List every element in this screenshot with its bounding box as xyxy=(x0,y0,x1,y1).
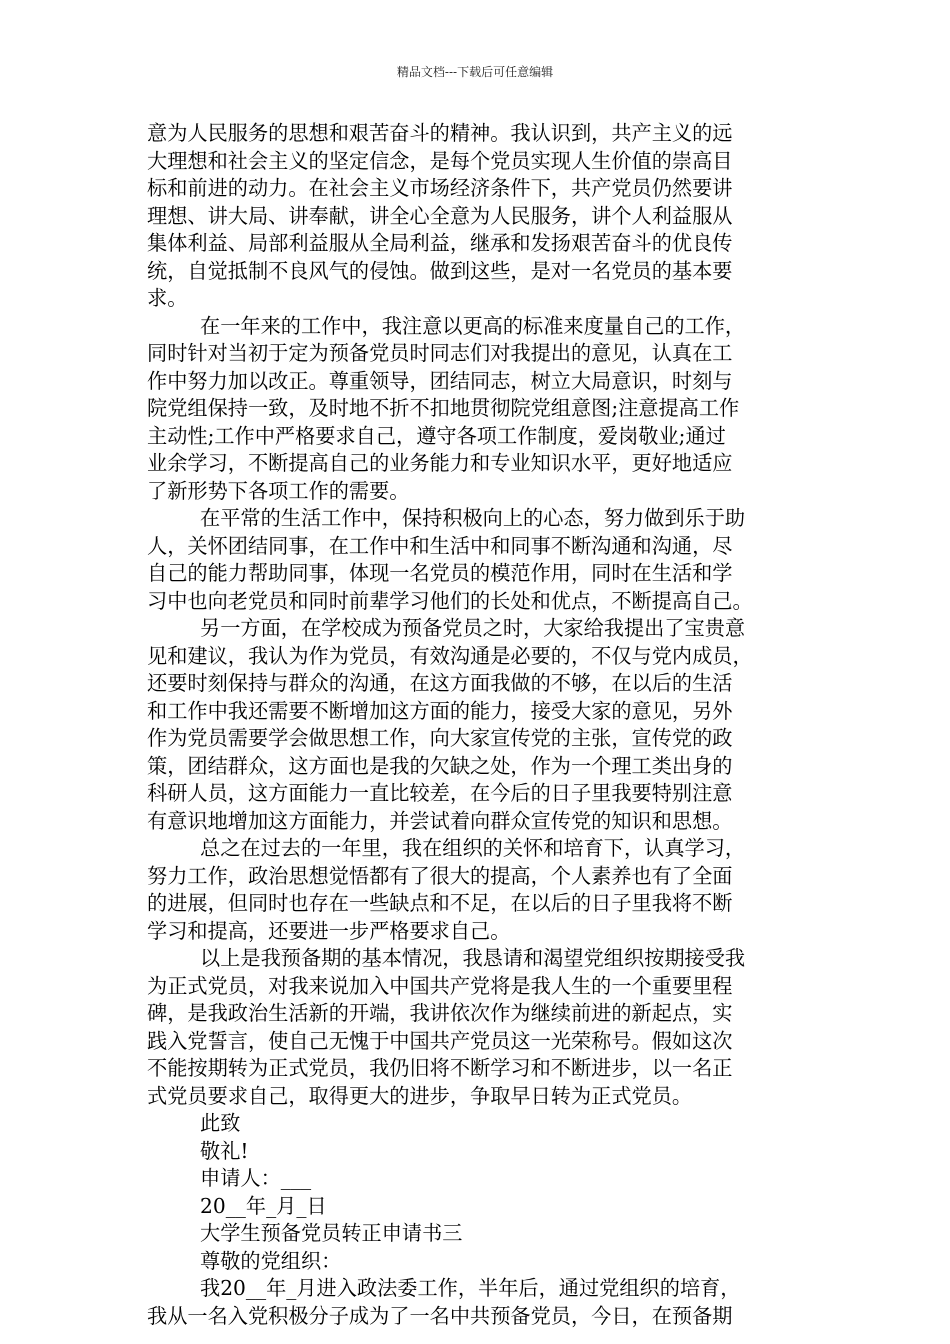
text-line: 20__年_月_日 xyxy=(200,1193,327,1218)
text-line: 此致 xyxy=(200,1111,241,1135)
text-line: 另一方面，在学校成为预备党员之时，大家给我提出了宝贵意 xyxy=(200,616,746,640)
text-line: 践入党誓言，使自己无愧于中国共产党员这一光荣称号。假如这次 xyxy=(147,1028,733,1053)
text-line: 主动性;工作中严格要求自己，遵守各项工作制度，爱岗敬业;通过 xyxy=(147,423,726,448)
page-header: 精品文档---下载后可任意编辑 xyxy=(396,65,554,79)
text-line: 作中努力加以改正。尊重领导，团结同志，树立大局意识，时刻与 xyxy=(147,368,733,393)
text-line: 见和建议，我认为作为党员，有效沟通是必要的，不仅与党内成员， xyxy=(147,643,753,668)
text-line: 我从一名入党积极分子成为了一名中共预备党员，今日，在预备期 xyxy=(147,1303,733,1328)
text-line: 标和前进的动力。在社会主义市场经济条件下，共产党员仍然要讲 xyxy=(147,176,733,200)
text-line: 自己的能力帮助同事，体现一名党员的模范作用，同时在生活和学 xyxy=(147,561,733,585)
text-line: 和工作中我还需要不断增加这方面的能力，接受大家的意见，另外 xyxy=(147,698,733,723)
text-line: 意为人民服务的思想和艰苦奋斗的精神。我认识到，共产主义的远 xyxy=(147,121,733,145)
text-line: 的进展，但同时也存在一些缺点和不足，在以后的日子里我将不断 xyxy=(147,891,733,915)
text-line: 院党组保持一致，及时地不折不扣地贯彻院党组意图;注意提高工作 xyxy=(147,396,740,420)
text-line: 敬礼! xyxy=(200,1138,249,1163)
text-line: 不能按期转为正式党员，我仍旧将不断学习和不断进步，以一名正 xyxy=(147,1056,733,1080)
text-line: 以上是我预备期的基本情况，我恳请和渴望党组织按期接受我 xyxy=(200,946,746,970)
text-line: 科研人员，这方面能力一直比较差，在今后的日子里我要特别注意 xyxy=(147,781,733,805)
text-line: 统，自觉抵制不良风气的侵蚀。做到这些，是对一名党员的基本要 xyxy=(147,258,733,283)
text-line: 同时针对当初于定为预备党员时同志们对我提出的意见，认真在工 xyxy=(147,341,733,365)
text-line: 策，团结群众，这方面也是我的欠缺之处，作为一个理工类出身的 xyxy=(147,753,733,778)
text-line: 尊敬的党组织： xyxy=(200,1248,342,1273)
text-line: 了新形势下各项工作的需要。 xyxy=(147,478,410,503)
text-line: 学习和提高，还要进一步严格要求自己。 xyxy=(147,918,511,943)
text-line: 大理想和社会主义的坚定信念，是每个党员实现人生价值的崇高目 xyxy=(147,148,733,173)
document-body xyxy=(147,120,819,1330)
text-line: 努力工作，政治思想觉悟都有了很大的提高，个人素养也有了全面 xyxy=(147,863,733,888)
text-line: 总之在过去的一年里，我在组织的关怀和培育下，认真学习， xyxy=(200,836,746,860)
text-line: 在平常的生活工作中，保持积极向上的心态，努力做到乐于助 xyxy=(200,506,746,530)
text-line: 求。 xyxy=(147,286,188,310)
text-line: 集体利益、局部利益服从全局利益，继承和发扬艰苦奋斗的优良传 xyxy=(147,231,733,255)
text-line: 碑，是我政治生活新的开端，我讲依次作为继续前进的新起点，实 xyxy=(147,1001,733,1025)
text-line: 式党员要求自己，取得更大的进步，争取早日转为正式党员。 xyxy=(147,1083,693,1108)
text-line: 业余学习，不断提高自己的业务能力和专业知识水平，更好地适应 xyxy=(147,451,733,475)
text-line: 大学生预备党员转正申请书三 xyxy=(200,1221,463,1245)
text-line: 人，关怀团结同事，在工作中和生活中和同事不断沟通和沟通，尽 xyxy=(147,533,733,558)
text-line: 我20__年_月进入政法委工作，半年后，通过党组织的培育， xyxy=(200,1276,741,1300)
text-line: 习中也向老党员和同时前辈学习他们的长处和优点，不断提高自己。 xyxy=(147,588,753,613)
text-line: 理想、讲大局、讲奉献，讲全心全意为人民服务，讲个人利益服从 xyxy=(147,203,733,228)
text-line: 在一年来的工作中，我注意以更高的标准来度量自己的工作， xyxy=(200,313,746,338)
text-line: 为正式党员，对我来说加入中国共产党将是我人生的一个重要里程 xyxy=(147,973,733,998)
text-line: 还要时刻保持与群众的沟通，在这方面我做的不够，在以后的生活 xyxy=(147,671,733,695)
text-line: 作为党员需要学会做思想工作，向大家宣传党的主张，宣传党的政 xyxy=(147,726,733,750)
text-line: 申请人：___ xyxy=(200,1166,312,1190)
text-line: 有意识地增加这方面能力，并尝试着向群众宣传党的知识和思想。 xyxy=(147,808,733,833)
